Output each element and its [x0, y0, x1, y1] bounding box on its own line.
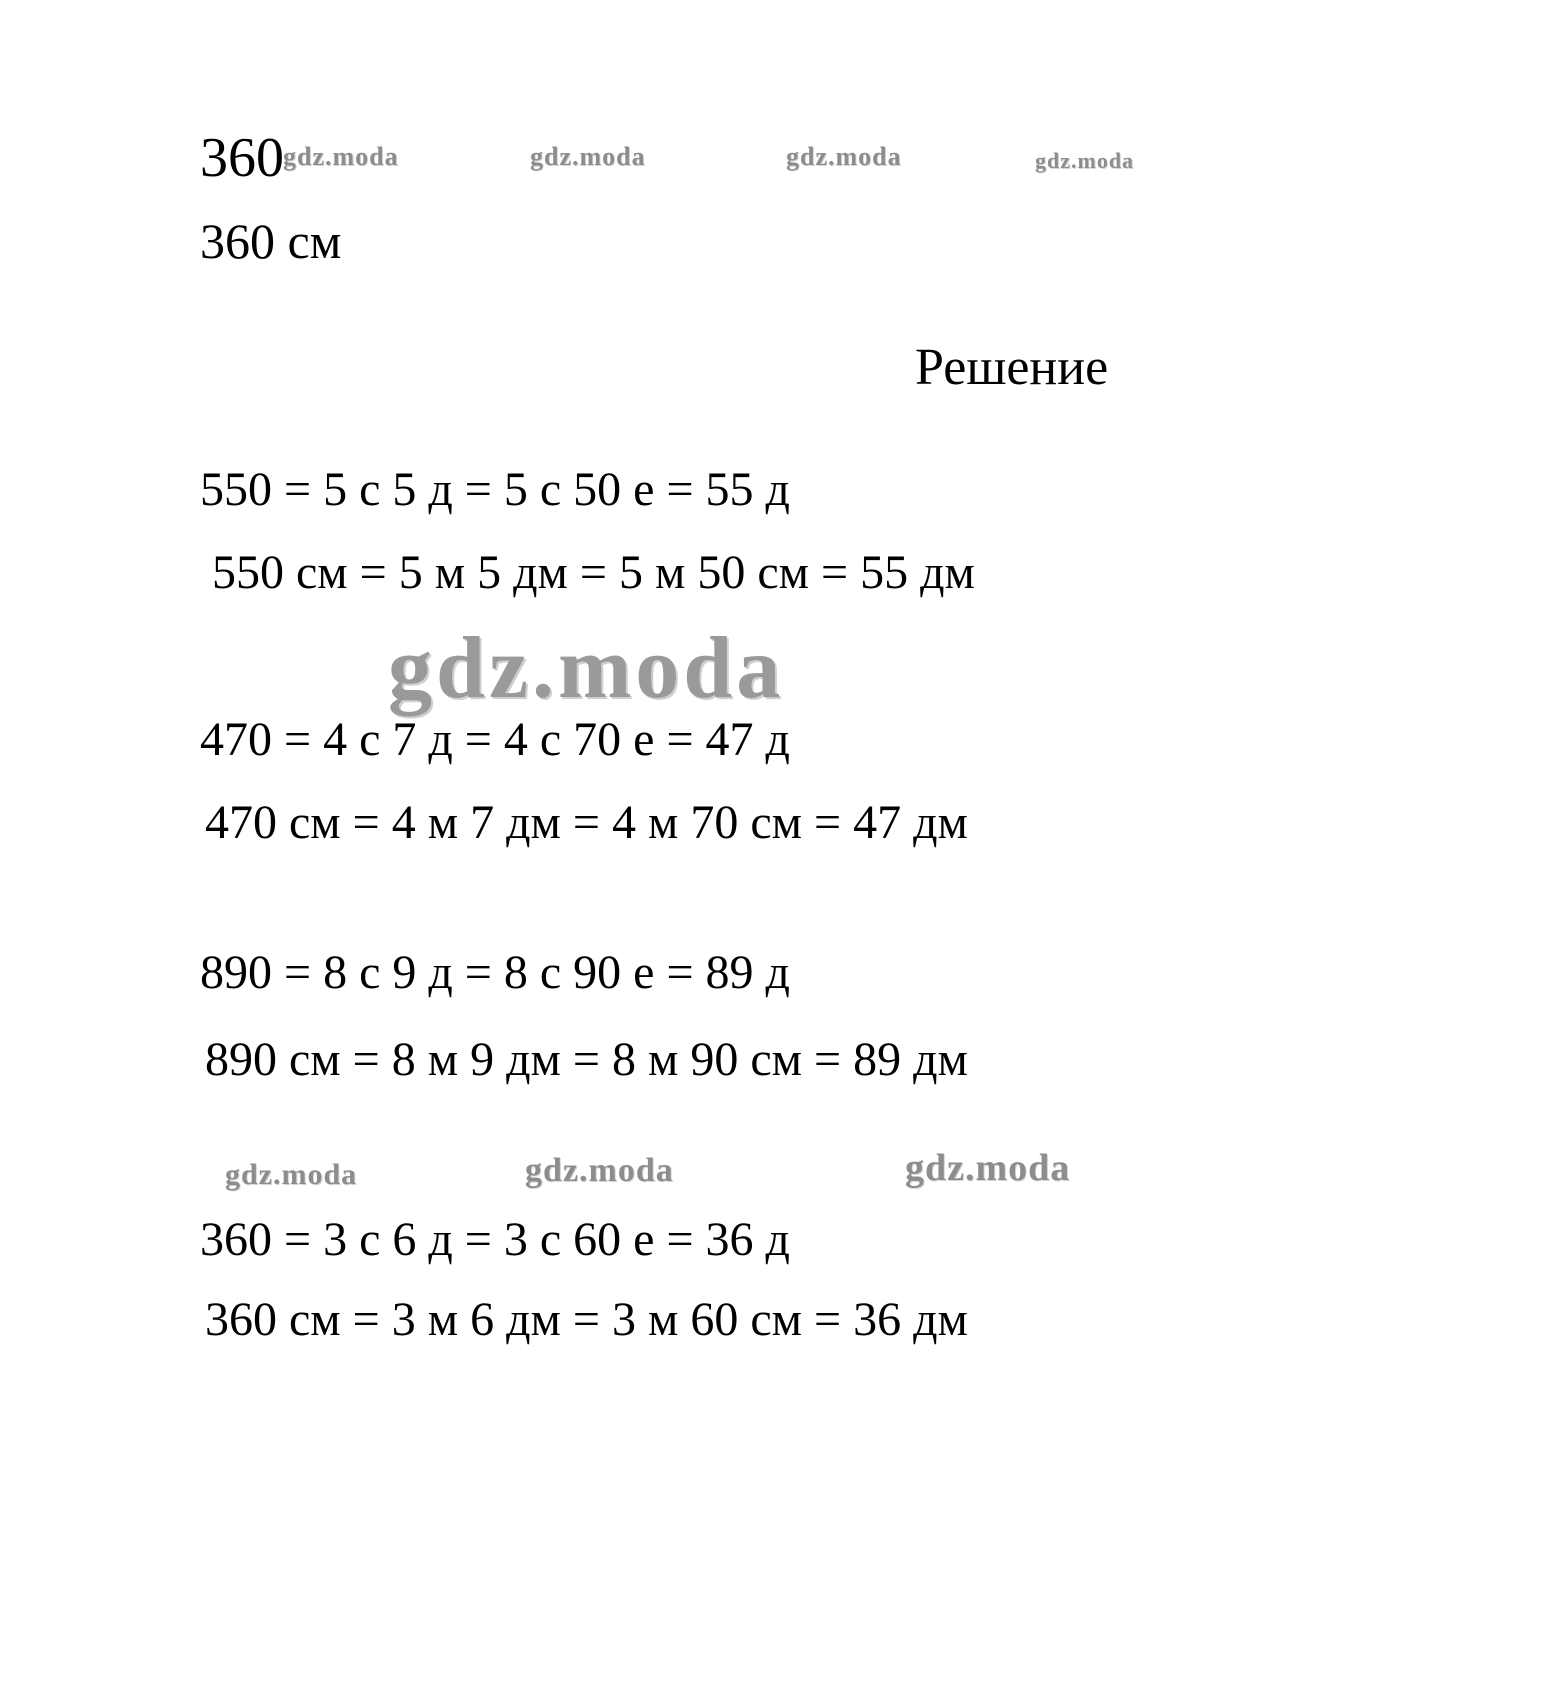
- solution-line-470-units: 470 см = 4 м 7 дм = 4 м 70 см = 47 дм: [205, 796, 968, 849]
- solution-line-550-units: 550 см = 5 м 5 дм = 5 м 50 см = 55 дм: [212, 546, 975, 599]
- solution-line-890-units: 890 см = 8 м 9 дм = 8 м 90 см = 89 дм: [205, 1033, 968, 1086]
- solution-line-890-abstract: 890 = 8 с 9 д = 8 с 90 е = 89 д: [200, 946, 790, 999]
- watermark-top-4: gdz.moda: [1035, 148, 1135, 173]
- solution-line-550-abstract: 550 = 5 с 5 д = 5 с 50 е = 55 д: [200, 463, 790, 516]
- solution-line-360-units: 360 см = 3 м 6 дм = 3 м 60 см = 36 дм: [205, 1293, 968, 1346]
- watermark-large: gdz.moda: [388, 620, 785, 717]
- watermark-lower-1: gdz.moda: [225, 1158, 358, 1191]
- answer-number: 360: [200, 127, 284, 189]
- watermark-top-3: gdz.moda: [786, 142, 902, 171]
- solution-line-360-abstract: 360 = 3 с 6 д = 3 с 60 е = 36 д: [200, 1213, 790, 1266]
- watermark-top-2: gdz.moda: [530, 142, 646, 171]
- watermark-lower-3: gdz.moda: [905, 1147, 1071, 1189]
- solution-line-470-abstract: 470 = 4 с 7 д = 4 с 70 е = 47 д: [200, 713, 790, 766]
- solution-title: Решение: [915, 339, 1109, 396]
- answer-with-units: 360 см: [200, 213, 342, 269]
- watermark-lower-2: gdz.moda: [525, 1152, 674, 1189]
- watermark-top-1: gdz.moda: [283, 142, 399, 171]
